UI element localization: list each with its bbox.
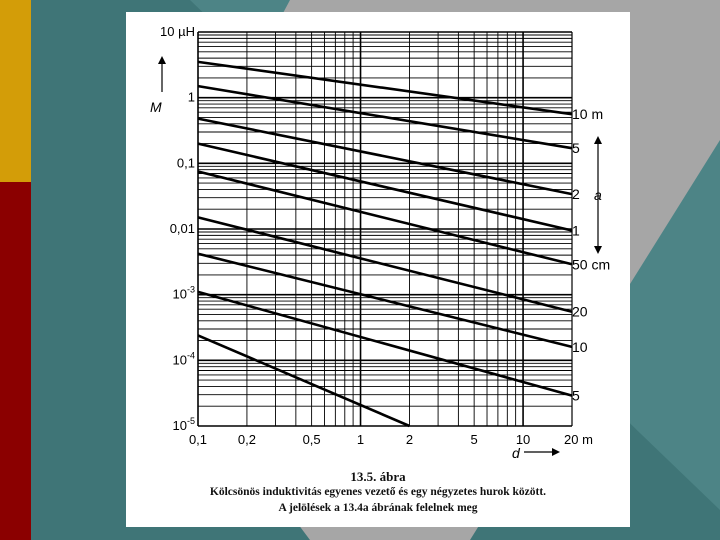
curve-label: 5 xyxy=(572,387,580,404)
x-tick-label: 0,5 xyxy=(302,432,321,447)
x-tick-label: 5 xyxy=(470,432,478,447)
y-tick-label: $10^{-5}$ xyxy=(172,416,195,433)
x-tick-labels xyxy=(189,432,593,447)
curve-labels xyxy=(572,106,610,403)
figure-caption-note: A jelölések a 13.4a ábrának felelnek meg xyxy=(278,502,478,514)
y-tick-label: 10 µH xyxy=(160,24,195,39)
curve-line xyxy=(198,335,410,426)
curve-label: 20 xyxy=(572,303,588,320)
curve-label: 1 xyxy=(572,222,580,239)
parameter-arrowhead-up xyxy=(594,136,602,144)
log-grid xyxy=(198,32,572,426)
y-axis-arrowhead xyxy=(158,56,166,64)
x-tick-label: 1 xyxy=(356,432,365,447)
curve-label: 2 xyxy=(572,186,580,203)
y-axis-symbol: M xyxy=(150,99,162,115)
x-tick-label: 0,2 xyxy=(237,432,256,447)
curve-label: 5 xyxy=(572,140,580,157)
curve-label: 10 m xyxy=(572,106,604,123)
parameter-symbol: a xyxy=(594,187,602,203)
x-axis-symbol: d xyxy=(512,445,520,461)
y-tick-labels xyxy=(160,24,195,433)
y-tick-label: 0,01 xyxy=(169,221,195,236)
figure-caption: Kölcsönös induktivitás egyenes vezető és egy négyzetes hurok között. xyxy=(209,486,547,498)
y-tick-label: 0,1 xyxy=(176,155,195,171)
figure-number: 13.5. ábra xyxy=(350,469,406,484)
curve-label: 50 cm xyxy=(572,256,611,273)
red-sidebar-block xyxy=(0,182,31,540)
curve-label: 10 xyxy=(572,338,588,355)
parameter-arrowhead-down xyxy=(594,246,602,254)
x-tick-label: 20 m xyxy=(564,432,593,447)
y-tick-label: $10^{-4}$ xyxy=(172,350,195,368)
x-tick-label: 2 xyxy=(405,432,414,447)
y-tick-label: 1 xyxy=(187,89,195,105)
y-tick-label: $10^{-3}$ xyxy=(172,284,195,302)
x-axis-arrowhead xyxy=(552,448,560,456)
x-tick-label: 10 xyxy=(515,432,531,447)
gold-sidebar-block xyxy=(0,0,31,182)
x-tick-label: 0,1 xyxy=(188,432,208,447)
inductance-chart xyxy=(126,12,630,527)
figure-card xyxy=(126,12,630,527)
